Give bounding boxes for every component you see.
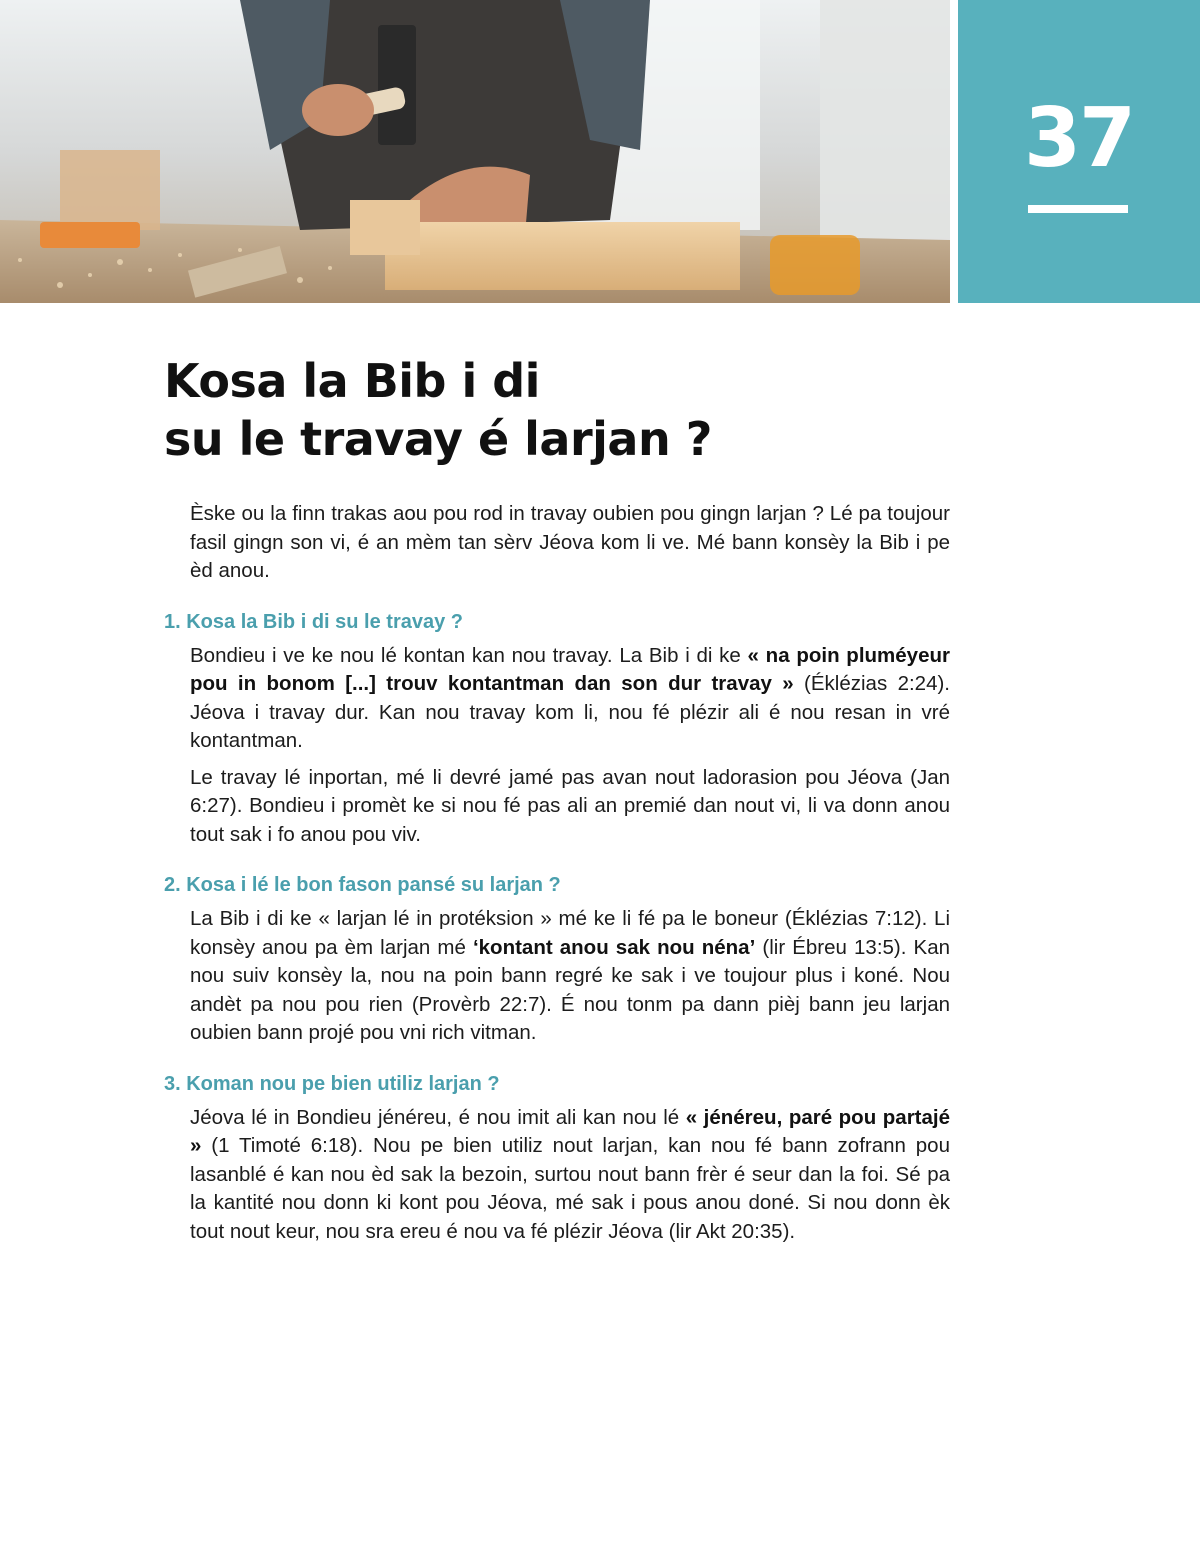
- article-body: [164, 500, 950, 1268]
- section-paragraph: [190, 905, 950, 1048]
- section-heading: 3. Koman nou pe bien utiliz larjan ?: [164, 1072, 500, 1095]
- section-1: [164, 608, 950, 850]
- title-line-2: su le travay é larjan ?: [164, 412, 712, 466]
- chapter-tab: [958, 0, 1200, 303]
- section-heading: 1. Kosa la Bib i di su le travay ?: [164, 610, 463, 633]
- section-paragraph: [190, 642, 950, 756]
- page-title: [164, 352, 924, 468]
- scripture-quote: ‘kontant anou sak nou néna’: [472, 935, 756, 959]
- section-heading: 2. Kosa i lé le bon fason pansé su larjan ?: [164, 874, 561, 896]
- chapter-underline: [1028, 205, 1128, 213]
- hero-photo: [0, 0, 950, 303]
- scripture-quote: « jénéreu, paré pou partajé »: [190, 1105, 950, 1157]
- section-paragraph: Le travay lé inportan, mé li devré jamé pas avan nout ladorasion pou Jéova (Jan 6:27). Bondieu i promèt ke si nou fé pas ali an premié dan nout vi, li va donn anou tout sak i fo anou pou viv.: [190, 765, 950, 846]
- intro-paragraph: Èske ou la finn trakas aou pou rod in travay oubien pou gingn larjan ? Lé pa toujour fasil gingn son vi, é an mèm tan sèrv Jéova kom li ve. Mé bann konsèy la Bib i pe èd anou.: [190, 502, 950, 582]
- scripture-quote: « na poin pluméyeur pou in bonom [...] trouv kontantman dan son dur travay »: [190, 643, 950, 695]
- text-run: Bondieu i ve ke nou lé kontan kan nou travay. La Bib i di ke: [190, 643, 748, 667]
- text-run: La Bib i di ke « larjan lé in protéksion » mé ke li fé pa le boneur (Éklézias 7:12). Li konsèy anou pa èm larjan mé: [190, 907, 950, 959]
- text-run: (1 Timoté 6:18). Nou pe bien utiliz nout larjan, kan nou fé bann zofrann pou lasanblé é kan nou èd sak la bezoin, surtou nout bann frèr é seur dan la foi. Sé pa la kantité nou donn ki kont pou Jéova, mé sak i pous anou doné. Si nou donn èk tout nout keur, nou sra ereu é nou va fé plézir Jéova (lir Akt 20:35).: [190, 1134, 950, 1243]
- section-2: [164, 871, 950, 1048]
- woodworker-hammer-photo: [0, 0, 950, 303]
- section-3: [164, 1070, 950, 1247]
- text-run: Jéova lé in Bondieu jénéreu, é nou imit ali kan nou lé: [190, 1105, 686, 1129]
- text-run: (lir Ébreu 13:5). Kan nou suiv konsèy la, nou na poin bann regré ke sak i ve toujour plus i koné. Nou andèt pa nou pou rien (Provèrb 22:7). É nou tonm pa dann pièj bann jeu larjan oubien bann projé pou vni rich vitman.: [190, 935, 950, 1044]
- section-paragraph: [190, 1104, 950, 1247]
- title-line-1: Kosa la Bib i di: [164, 354, 540, 408]
- chapter-number: 37: [1023, 91, 1135, 186]
- text-run: (Éklézias 2:24). Jéova i travay dur. Kan nou travay kom li, nou fé plézir ali é nou resan in vré kontantman.: [190, 672, 950, 752]
